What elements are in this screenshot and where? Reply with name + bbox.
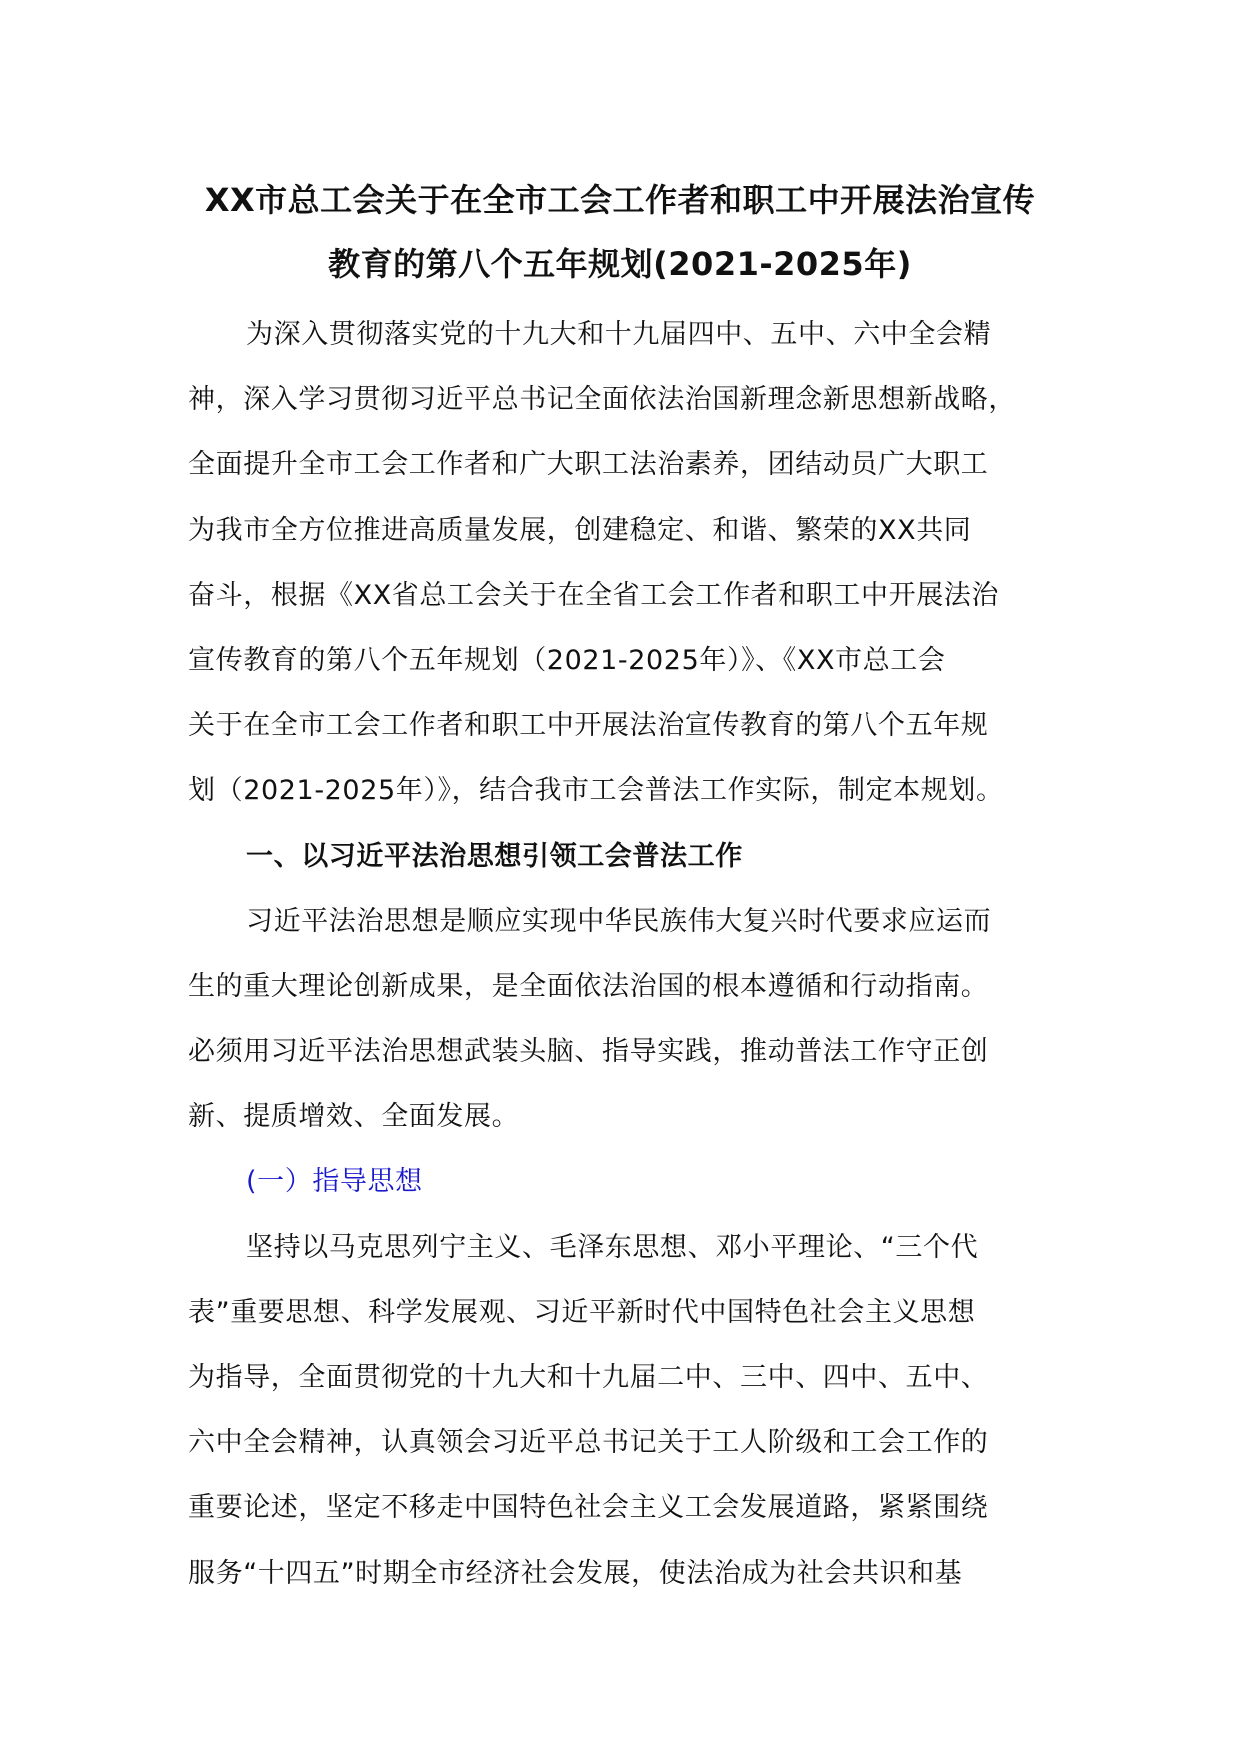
text-line: 坚持以马克思列宁主义、毛泽东思想、邓小平理论、“三个代 bbox=[246, 1231, 979, 1263]
text-line: 为指导，全面贯彻党的十九大和十九届二中、三中、四中、五中、 bbox=[188, 1362, 989, 1393]
text-line: 为深入贯彻落实党的十九大和十九届四中、五中、六中全会精 bbox=[246, 319, 992, 350]
text-line: 神，深入学习贯彻习近平总书记全面依法治国新理念新思想新战略， bbox=[188, 384, 1016, 416]
section-paragraph bbox=[188, 889, 1088, 1150]
subsection-heading: (一）指导思想 bbox=[246, 1166, 423, 1198]
text-line: 奋斗，根据《XX省总工会关于在全省工会工作者和职工中开展法治 bbox=[188, 579, 999, 611]
title-line-2: 教育的第八个五年规划(2021-2025年) bbox=[328, 245, 912, 283]
text-line: 为我市全方位推进高质量发展，创建稳定、和谐、繁荣的XX共同 bbox=[188, 514, 972, 546]
text-line: 服务“十四五”时期全市经济社会发展，使法治成为社会共识和基 bbox=[188, 1557, 963, 1589]
text-line: 表”重要思想、科学发展观、习近平新时代中国特色社会主义思想 bbox=[188, 1296, 976, 1328]
text-line: 六中全会精神，认真领会习近平总书记关于工人阶级和工会工作的 bbox=[188, 1427, 989, 1459]
text-line: 必须用习近平法治思想武装头脑、指导实践，推动普法工作守正创 bbox=[188, 1036, 989, 1068]
subsection-paragraph bbox=[188, 1215, 1088, 1606]
text-line: 新、提质增效、全面发展。 bbox=[188, 1101, 520, 1133]
intro-paragraph bbox=[188, 302, 1088, 824]
text-line: 关于在全市工会工作者和职工中开展法治宣传教育的第八个五年规 bbox=[188, 710, 989, 742]
document-body bbox=[188, 302, 1088, 1606]
text-line: 宣传教育的第八个五年规划（2021-2025年）》、《XX市总工会 bbox=[188, 644, 946, 676]
text-line: 习近平法治思想是顺应实现中华民族伟大复兴时代要求应运而 bbox=[246, 905, 992, 937]
document-title bbox=[0, 168, 1240, 296]
text-line: 重要论述，坚定不移走中国特色社会主义工会发展道路，紧紧围绕 bbox=[188, 1492, 989, 1524]
text-line: 划（2021-2025年）》，结合我市工会普法工作实际，制定本规划。 bbox=[188, 775, 1004, 807]
section-heading: 一、以习近平法治思想引领工会普法工作 bbox=[246, 840, 743, 872]
text-line: 生的重大理论创新成果，是全面依法治国的根本遵循和行动指南。 bbox=[188, 970, 989, 1002]
text-line: 全面提升全市工会工作者和广大职工法治素养，团结动员广大职工 bbox=[188, 449, 989, 481]
title-line-1: XX市总工会关于在全市工会工作者和职工中开展法治宣传 bbox=[204, 181, 1036, 219]
